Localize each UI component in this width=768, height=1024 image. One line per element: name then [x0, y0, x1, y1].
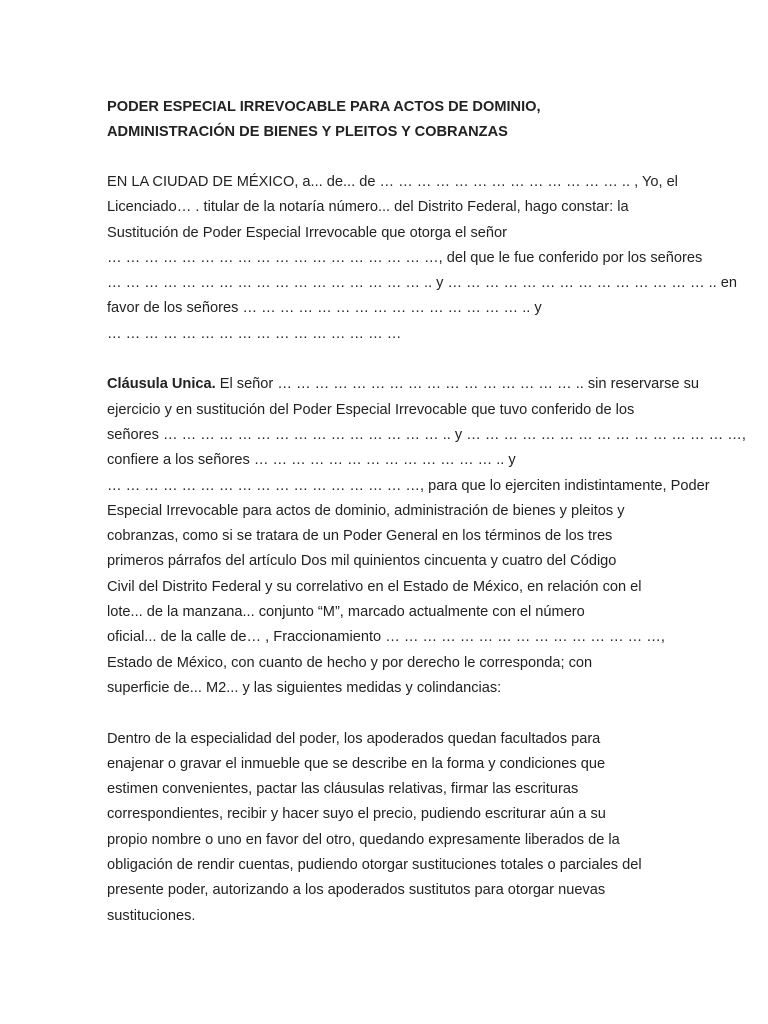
- document-title: [107, 95, 667, 145]
- text-line: estimen convenientes, pactar las cláusulas relativas, firmar las escrituras: [107, 781, 579, 798]
- clause-first-line: [107, 372, 699, 397]
- text-line: ejercicio y en sustitución del Poder Especial Irrevocable que tuvo conferido de los: [107, 401, 635, 418]
- text-line: señores … … … … … … … … … … … … … … … .. y … … … … … … … … … … … … … … …,: [107, 426, 746, 443]
- text-line: confiere a los señores … … … … … … … … … … … … … .. y: [107, 452, 516, 469]
- text-line: Dentro de la especialidad del poder, los apoderados quedan facultados para: [107, 730, 601, 747]
- text-line: Especial Irrevocable para actos de dominio, administración de bienes y pleitos y: [107, 502, 625, 519]
- text-line: superficie de... M2... y las siguientes medidas y colindancias:: [107, 679, 502, 696]
- text-line: obligación de rendir cuentas, pudiendo otorgar sustituciones totales o parciales del: [107, 857, 642, 874]
- text-line: enajenar o gravar el inmueble que se describe en la forma y condiciones que: [107, 755, 606, 772]
- text-line: primeros párrafos del artículo Dos mil quinientos cincuenta y cuatro del Código: [107, 553, 617, 570]
- text-line: oficial... de la calle de… , Fraccionamiento … … … … … … … … … … … … … … …,: [107, 629, 665, 646]
- text-line: favor de los señores … … … … … … … … … … … … … … … .. y: [107, 300, 542, 317]
- text-line: … … … … … … … … … … … … … … … … … …, del que le fue conferido por los señores: [107, 249, 703, 266]
- text-line: … … … … … … … … … … … … … … … … … .. y … … … … … … … … … … … … … … .. en: [107, 275, 738, 292]
- text-line: correspondientes, recibir y hacer suyo el precio, pudiendo escriturar aún a su: [107, 806, 606, 823]
- faculties-paragraph: [107, 727, 667, 929]
- text-line: cobranzas, como si se tratara de un Poder General en los términos de los tres: [107, 528, 613, 545]
- title-line: PODER ESPECIAL IRREVOCABLE PARA ACTOS DE DOMINIO,: [107, 99, 541, 115]
- document-page: [107, 95, 746, 954]
- title-line: ADMINISTRACIÓN DE BIENES Y PLEITOS Y COBRANZAS: [107, 124, 508, 140]
- text-line: sustituciones.: [107, 907, 196, 924]
- clause-paragraph: [107, 372, 746, 701]
- text-line: presente poder, autorizando a los apoderados sustitutos para otorgar nuevas: [107, 882, 606, 899]
- text-line: Sustitución de Poder Especial Irrevocable que otorga el señor: [107, 224, 507, 241]
- text-line: … … … … … … … … … … … … … … … …: [107, 325, 402, 342]
- text-line: EN LA CIUDAD DE MÉXICO, a... de... de … … … … … … … … … … … … … .. , Yo, el: [107, 174, 678, 190]
- text-line: propio nombre o uno en favor del otro, quedando expresamente liberados de la: [107, 831, 620, 848]
- text-line: … … … … … … … … … … … … … … … … …, para que lo ejerciten indistintamente, Poder: [107, 477, 710, 494]
- clause-heading: Cláusula Unica.: [107, 376, 216, 393]
- intro-paragraph: [107, 170, 738, 347]
- text-line: Estado de México, con cuanto de hecho y por derecho le corresponda; con: [107, 654, 593, 671]
- clause-first-line-text: El señor … … … … … … … … … … … … … … … … .. sin reservarse su: [215, 376, 699, 393]
- text-line: lote... de la manzana... conjunto “M”, marcado actualmente con el número: [107, 604, 585, 621]
- text-line: Civil del Distrito Federal y su correlativo en el Estado de México, en relación con el: [107, 578, 642, 595]
- text-line: Licenciado… . titular de la notaría número... del Distrito Federal, hago constar: la: [107, 199, 629, 216]
